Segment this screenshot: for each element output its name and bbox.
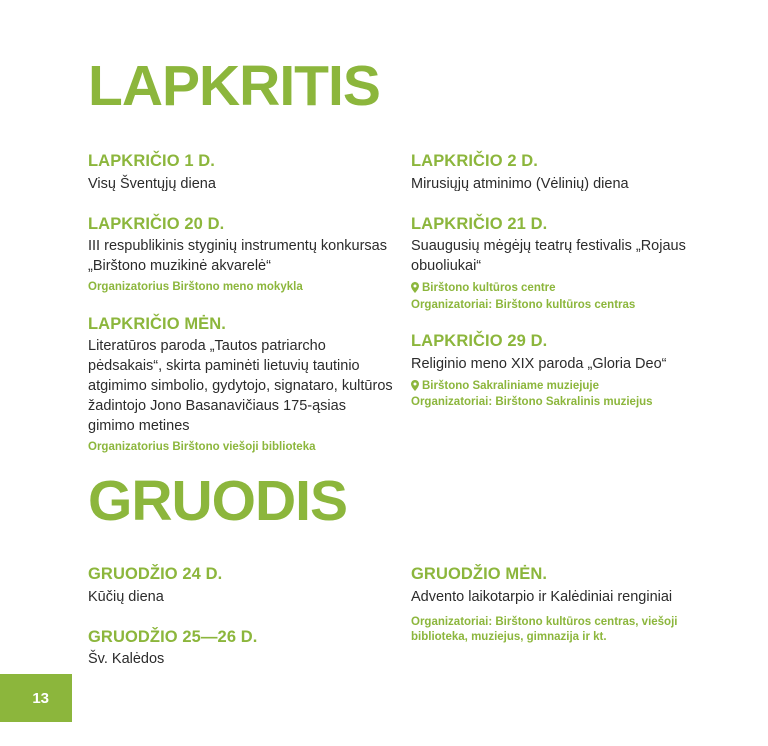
month-title-gruodis: GRUODIS bbox=[88, 469, 348, 533]
event-description: III respublikinis styginių instrumentų konkursas „Birštono muzikinė akvarelė“ bbox=[88, 238, 387, 275]
event-entry bbox=[411, 331, 716, 411]
page-number: 13 bbox=[32, 689, 49, 707]
event-description: Literatūros paroda „Tautos patriarcho pėdsakais“, skirta paminėti lietuvių tautinio atgimimo simbolio, gydytojo, signataro, kultūros žadintojo Jono Basanavičiaus 175-ąsias gimimo metines bbox=[88, 338, 393, 435]
event-organizer: Organizatorius Birštono meno mokykla bbox=[88, 281, 303, 294]
event-date: LAPKRIČIO 20 D. bbox=[88, 214, 225, 233]
event-venue-label: Birštono Sakraliniame muziejuje bbox=[422, 379, 600, 392]
event-date: LAPKRIČIO 1 D. bbox=[88, 152, 215, 170]
event-description: Advento laikotarpio ir Kalėdiniai renginiai bbox=[411, 588, 673, 605]
month-columns-gruodis bbox=[88, 564, 716, 684]
event-venue bbox=[411, 379, 716, 395]
event-entry bbox=[88, 214, 393, 296]
event-description: Šv. Kalėdos bbox=[88, 651, 165, 668]
event-entry bbox=[88, 314, 393, 456]
event-organizer: Organizatorius Birštono viešoji biblioteka bbox=[88, 441, 316, 454]
event-date: GRUODŽIO 25—26 D. bbox=[88, 627, 258, 646]
event-date: LAPKRIČIO 2 D. bbox=[411, 152, 538, 170]
page-number-tab bbox=[0, 674, 72, 722]
column-left-gruodis bbox=[88, 564, 393, 684]
event-organizer: Organizatoriai: Birštono kultūros centras, viešoji biblioteka, muziejus, gimnazija ir kt. bbox=[411, 615, 678, 644]
month-section-lapkritis bbox=[88, 54, 716, 471]
location-pin-icon bbox=[411, 282, 419, 293]
event-date: GRUODŽIO MĖN. bbox=[411, 565, 548, 583]
event-date: GRUODŽIO 24 D. bbox=[88, 565, 223, 583]
column-right-lapkritis bbox=[411, 151, 716, 471]
column-right-gruodis bbox=[411, 564, 716, 684]
event-description: Mirusiųjų atminimo (Vėlinių) diena bbox=[411, 175, 629, 192]
column-left-lapkritis bbox=[88, 151, 393, 471]
event-entry bbox=[88, 564, 393, 607]
event-date: LAPKRIČIO 21 D. bbox=[411, 214, 548, 233]
event-description: Suaugusių mėgėjų teatrų festivalis „Rojaus obuoliukai“ bbox=[411, 238, 686, 275]
event-description: Religinio meno XIX paroda „Gloria Deo“ bbox=[411, 355, 667, 372]
event-venue-label: Birštono kultūros centre bbox=[422, 282, 556, 295]
month-columns-lapkritis bbox=[88, 151, 716, 471]
event-entry bbox=[411, 214, 716, 314]
event-description: Visų Šventųjų diena bbox=[88, 175, 216, 192]
event-date: LAPKRIČIO 29 D. bbox=[411, 332, 548, 351]
event-date: LAPKRIČIO MĖN. bbox=[88, 314, 226, 333]
month-section-gruodis bbox=[88, 469, 716, 684]
event-description: Kūčių diena bbox=[88, 588, 164, 605]
event-organizer: Organizatoriai: Birštono kultūros centras bbox=[411, 298, 636, 311]
event-venue bbox=[411, 281, 716, 297]
event-entry bbox=[411, 564, 716, 646]
event-organizer: Organizatoriai: Birštono Sakralinis muziejus bbox=[411, 396, 653, 409]
event-entry bbox=[411, 151, 716, 194]
month-title-lapkritis: LAPKRITIS bbox=[88, 54, 380, 118]
event-entry bbox=[88, 627, 393, 670]
event-entry bbox=[88, 151, 393, 194]
location-pin-icon bbox=[411, 380, 419, 391]
